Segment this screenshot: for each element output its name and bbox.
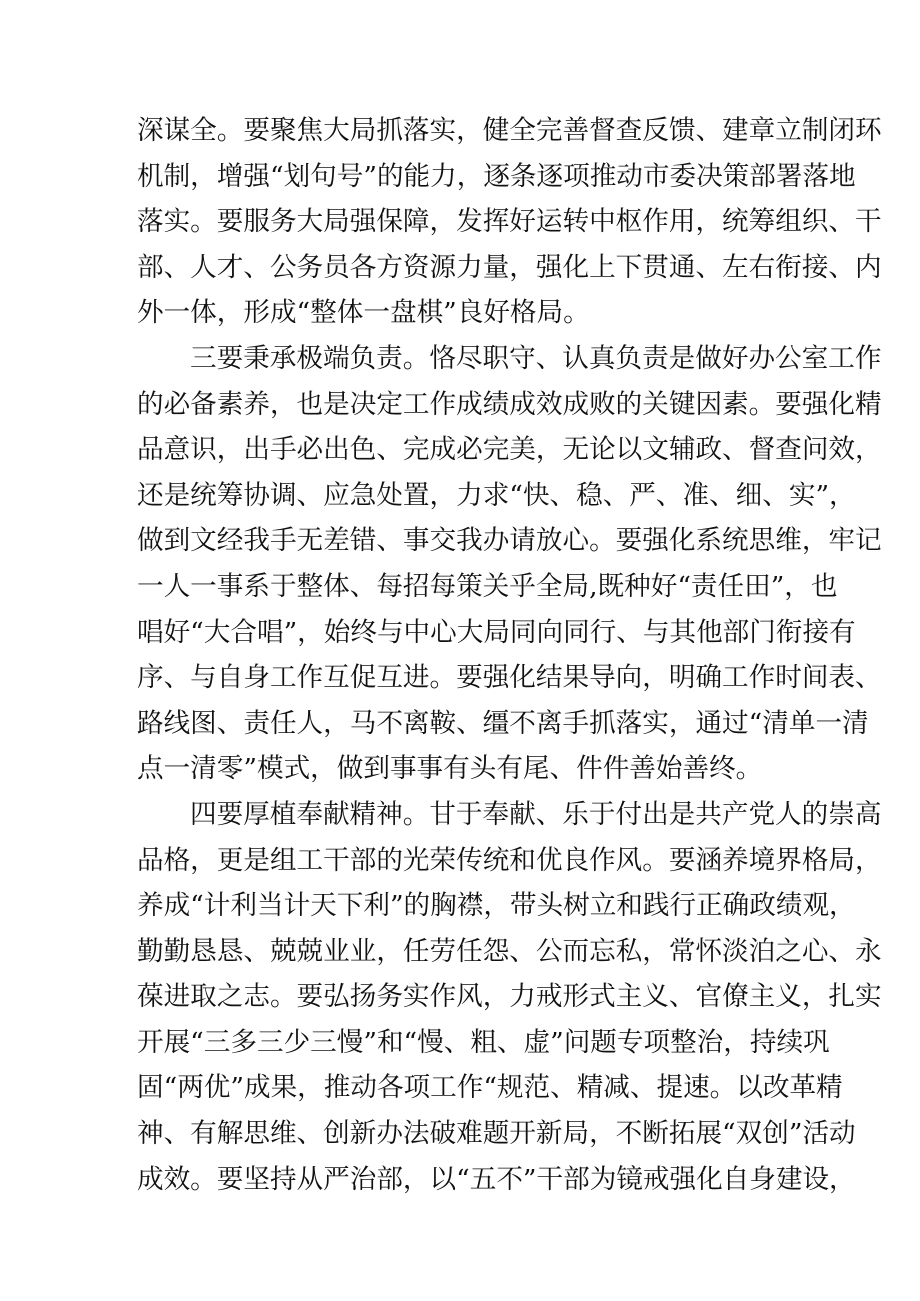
text-line: 品意识，出手必出色、完成必完美，无论以文辅政、督查问效，	[137, 434, 882, 466]
text-line: 落实。要服务大局强保障，发挥好运转中枢作用，统筹组织、干	[137, 206, 882, 238]
text-line: 养成“计利当计天下利”的胸襟，带头树立和践行正确政绩观，	[137, 890, 856, 922]
text-line: 固“两优”成果，推动各项工作“规范、精减、提速。以改革精	[137, 1072, 843, 1104]
text-line: 序、与自身工作互促互进。要强化结果导向，明确工作时间表、	[137, 662, 882, 694]
text-line: 勤勤恳恳、兢兢业业，任劳任怨、公而忘私，常怀淡泊之心、永	[137, 935, 882, 967]
text-line: 葆进取之志。要弘扬务实作风，力戒形式主义、官僚主义，扎实	[137, 981, 882, 1013]
paragraph-heading-line: 四要厚植奉献精神。甘于奉献、乐于付出是共产党人的崇高	[190, 798, 882, 830]
text-line: 开展“三多三少三慢”和“慢、粗、虚”问题专项整治，持续巩	[137, 1026, 830, 1058]
text-line: 品格，更是组工干部的光荣传统和优良作风。要涵养境界格局，	[137, 844, 882, 876]
text-line: 深谋全。要聚焦大局抓落实，健全完善督查反馈、建章立制闭环	[137, 115, 882, 146]
text-line: 一人一事系于整体、每招每策关乎全局,既种好“责任田”，也	[137, 570, 838, 602]
text-line: 外一体，形成“整体一盘棋”良好格局。	[137, 297, 590, 329]
text-line: 唱好“大合唱”，始终与中心大局同向同行、与其他部门衔接有	[137, 616, 856, 648]
text-line: 成效。要坚持从严治部，以“五不”干部为镜戒强化自身建设，	[137, 1163, 856, 1195]
text-line: 做到文经我手无差错、事交我办请放心。要强化系统思维，牢记	[137, 525, 882, 557]
text-line: 部、人才、公务员各方资源力量，强化上下贯通、左右衔接、内	[137, 251, 882, 283]
paragraph-heading-line: 三要秉承极端负责。恪尽职守、认真负责是做好办公室工作	[190, 342, 882, 374]
text-line: 神、有解思维、创新办法破难题开新局，不断拓展“双创”活动	[137, 1118, 856, 1150]
text-line: 点一清零”模式，做到事事有头有尾、件件善始善终。	[137, 753, 763, 785]
text-line: 的必备素养，也是决定工作成绩成效成败的关键因素。要强化精	[137, 388, 882, 420]
text-line: 还是统筹协调、应急处置，力求“快、稳、严、准、细、实”，	[137, 479, 856, 511]
text-line: 机制，增强“划句号”的能力，逐条逐项推动市委决策部署落地	[137, 160, 856, 192]
text-line: 路线图、责任人，马不离鞍、缰不离手抓落实，通过“清单一清	[137, 707, 869, 739]
body-text	[137, 108, 882, 1202]
